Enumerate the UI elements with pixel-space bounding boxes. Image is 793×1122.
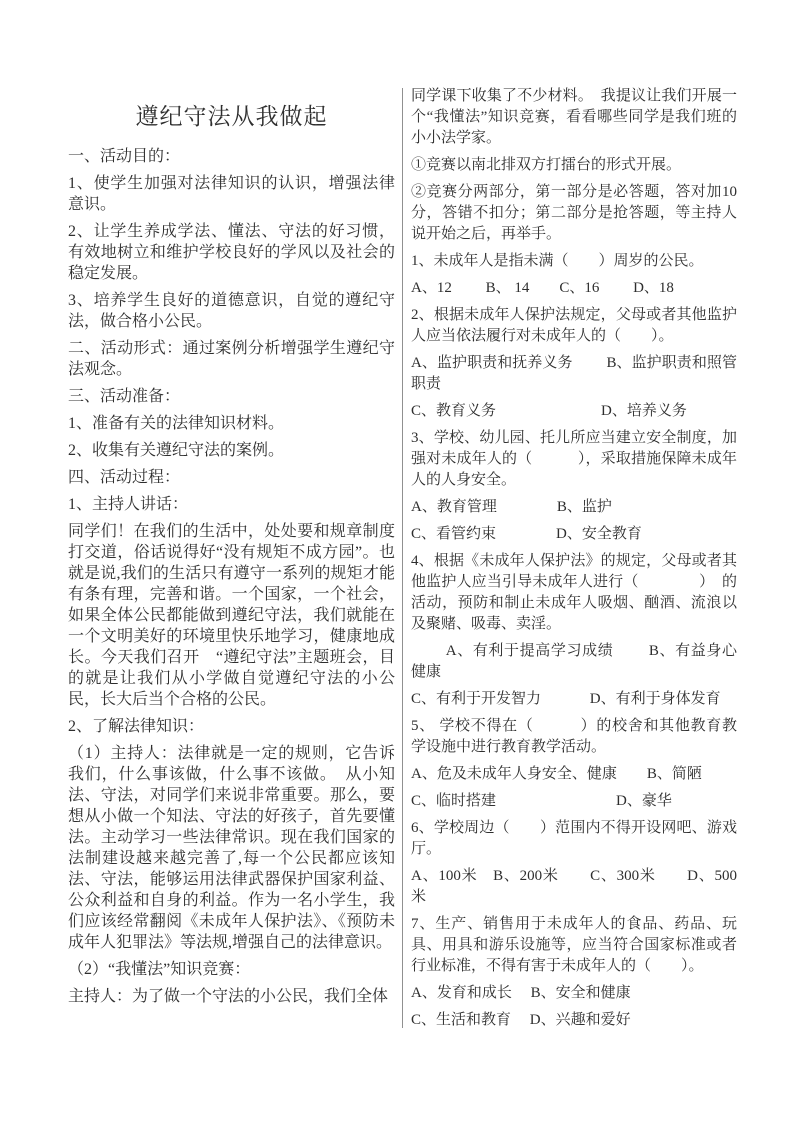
- section-heading: 四、活动过程：: [68, 469, 181, 486]
- section-heading: 一、活动目的：: [68, 148, 181, 165]
- question: 6、学校周边（ ）范围内不得开设网吧、游戏厅。: [411, 820, 737, 857]
- question: 4、根据《未成年人保护法》的规定，父母或者其他监护人应当引导未成年人进行（ ） 的活动，预防和制止未成年人吸烟、酗酒、流浪以及聚赌、吸毒、卖淫。: [411, 553, 737, 632]
- paragraph: 2、了解法律知识：: [68, 718, 205, 735]
- paragraph: 3、培养学生良好的道德意识，自觉的遵纪守法，做合格小公民。: [68, 292, 395, 330]
- left-column: [68, 100, 395, 1013]
- section-heading: 三、活动准备：: [68, 388, 181, 405]
- option-line: C、教育义务 D、培养义务: [411, 403, 687, 419]
- option-line: A、发育和成长 B、安全和健康: [411, 985, 631, 1001]
- paragraph: 1、使学生加强对法律知识的认识，增强法律意识。: [68, 175, 395, 213]
- question: 2、根据未成年人保护法规定，父母或者其他监护人应当依法履行对未成年人的（ ）。: [411, 307, 737, 344]
- paragraph: 1、主持人讲话：: [68, 496, 189, 513]
- option-line: C、临时搭建 D、豪华: [411, 793, 672, 809]
- option-line: C、生活和教育 D、兴趣和爱好: [411, 1012, 631, 1028]
- option-line: A、监护职责和抚养义务 B、监护职责和照管职责: [411, 355, 737, 392]
- paragraph: ①竞赛以南北排双方打擂台的形式开展。: [411, 157, 682, 173]
- option-line: A、危及未成年人身安全、健康 B、简陋: [411, 766, 702, 782]
- option-line: C、有利于开发智力 D、有利于身体发育: [411, 691, 721, 707]
- question: 5、 学校不得在（ ）的校舍和其他教育教学设施中进行教育教学活动。: [411, 718, 737, 755]
- paragraph: ②竞赛分两部分，第一部分是必答题，答对加10 分，答错不扣分；第二部分是抢答题，等主持人说开始之后，再举手。: [411, 184, 737, 242]
- right-column: [411, 86, 737, 1037]
- option-line: A、有利于提高学习成绩 B、有益身心健康: [411, 643, 737, 680]
- paragraph: 同学们！在我们的生活中，处处要和规章制度打交道，俗话说得好“没有规矩不成方园”。也就是说,我们的生活只有遵守一系列的规矩才能有条有理，完善和谐。一个国家，一个社会，如果全体公民都能做到遵纪守法，我们就能在一个文明美好的环境里快乐地学习，健康地成长。今天我们召开 “遵纪守法”主题班会，目的就是让我们从小学做自觉遵纪守法的小公民，长大后当个合格的公民。: [68, 523, 395, 708]
- section-heading: 二、活动形式：通过案例分析增强学生遵纪守法观念。: [68, 340, 395, 378]
- paragraph: 主持人：为了做一个守法的小公民，我们全体: [68, 988, 389, 1005]
- paragraph: 1、准备有关的法律知识材料。: [68, 415, 285, 432]
- document-title: 遵纪守法从我做起: [135, 104, 328, 129]
- paragraph: 同学课下收集了不少材料。 我提议让我们开展一个“我懂法”知识竞赛，看看哪些同学是我们班的小小法学家。: [411, 88, 737, 146]
- option-line: A、100米 B、200米 C、300米 D、500米: [411, 868, 737, 905]
- question: 1、未成年人是指未满（ ）周岁的公民。: [411, 253, 704, 269]
- option-line: A、12 B、 14 C、16 D、18: [411, 280, 674, 296]
- option-line: A、教育管理 B、监护: [411, 499, 612, 515]
- paragraph: 2、收集有关遵纪守法的案例。: [68, 442, 285, 459]
- paragraph: （2）“我懂法”知识竞赛：: [68, 961, 251, 978]
- column-divider: [402, 88, 403, 1028]
- option-line: C、看管约束 D、安全教育: [411, 526, 642, 542]
- paragraph: 2、让学生养成学法、懂法、守法的好习惯，有效地树立和维护学校良好的学风以及社会的稳定发展。: [68, 223, 395, 282]
- question: 7、生产、销售用于未成年人的食品、药品、玩具、用具和游乐设施等，应当符合国家标准或者行业标准，不得有害于未成年人的（ ）。: [411, 916, 737, 974]
- paragraph: （1）主持人：法律就是一定的规则，它告诉我们，什么事该做，什么事不该做。 从小知法、守法，对同学们来说非常重要。那么，要想从小做一个知法、守法的好孩子，首先要懂法。主动学习一些法律常识。现在我们国家的法制建设越来越完善了,每一个公民都应该知法、守法，能够运用法律武器保护国家利益、公众利益和自身的利益。作为一名小学生，我们应该经常翻阅《未成年人保护法》、《预防未成年人犯罪法》等法规,增强自己的法律意识。: [68, 745, 395, 951]
- question: 3、学校、幼儿园、托儿所应当建立安全制度，加强对未成年人的（ ），采取措施保障未成年人的人身安全。: [411, 430, 737, 488]
